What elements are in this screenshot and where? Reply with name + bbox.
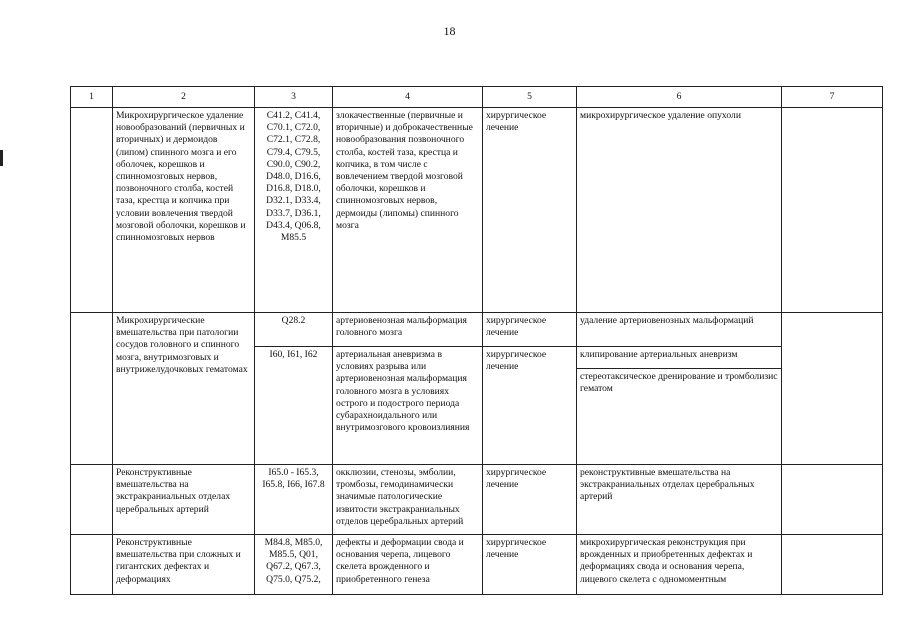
cell-icd-codes: I60, I61, I62 [255, 347, 333, 465]
cell-empty [782, 313, 883, 465]
header-cell: 4 [333, 87, 483, 108]
cell-empty [782, 535, 883, 595]
table-header-row [71, 87, 883, 108]
cell-treatment-method: микрохирургическое удаление опухоли [577, 108, 782, 313]
table-row [71, 108, 883, 313]
cell-number [71, 108, 113, 313]
cell-treatment-type: хирургическое лечение [483, 465, 577, 535]
cell-patient-model: дефекты и деформации свода и основания черепа, лицевого скелета врожденного и приобретенного генеза [333, 535, 483, 595]
cell-empty [782, 108, 883, 313]
page-number: 18 [443, 24, 456, 38]
cell-icd-codes: C41.2, C41.4, C70.1, C72.0, C72.1, C72.8, C79.4, C79.5, C90.0, C90.2, D48.0, D16.6, D16.8, D18.0, D32.1, D33.4, D33.7, D36.1, D43.4, Q06.8, M85.5 [255, 108, 333, 313]
cell-patient-model: артериовенозная мальформация головного мозга [333, 313, 483, 347]
cell-treatment-type: хирургическое лечение [483, 108, 577, 313]
header-cell: 3 [255, 87, 333, 108]
cell-number [71, 313, 113, 465]
cell-patient-model: артериальная аневризма в условиях разрыва или артериовенозная мальформация головного мозга в условиях острого и подострого периода субарахноидального или внутримозгового кровоизлияния [333, 347, 483, 465]
header-cell: 7 [782, 87, 883, 108]
cell-patient-model: окклюзии, стенозы, эмболии, тромбозы, гемодинамически значимые патологические извитости экстракраниальных отделов церебральных артерий [333, 465, 483, 535]
cell-intervention-name: Реконструктивные вмешательства на экстракраниальных отделах церебральных артерий [113, 465, 255, 535]
cell-icd-codes: I65.0 - I65.3, I65.8, I66, I67.8 [255, 465, 333, 535]
cell-treatment-type: хирургическое лечение [483, 313, 577, 347]
cell-treatment-method: микрохирургическая реконструкция при врожденных и приобретенных дефектах и деформациях свода и основания черепа, лицевого скелета с одномоментным [577, 535, 782, 595]
header-cell: 5 [483, 87, 577, 108]
header-cell: 1 [71, 87, 113, 108]
scan-edge-mark [0, 150, 3, 166]
cell-treatment-method: реконструктивные вмешательства на экстракраниальных отделах церебральных артерий [577, 465, 782, 535]
cell-intervention-name: Микрохирургические вмешательства при патологии сосудов головного и спинного мозга, внутримозговых и внутрижелудочковых гематомах [113, 313, 255, 465]
cell-treatment-method: удаление артериовенозных мальформаций [577, 313, 782, 347]
cell-number [71, 535, 113, 595]
cell-empty [782, 465, 883, 535]
cell-number [71, 465, 113, 535]
cell-icd-codes: Q28.2 [255, 313, 333, 347]
medical-care-table [70, 86, 883, 595]
cell-icd-codes: M84.8, M85.0, M85.5, Q01, Q67.2, Q67.3, Q75.0, Q75.2, [255, 535, 333, 595]
table-row [71, 535, 883, 595]
cell-treatment-method: стереотаксическое дренирование и тромболизис гематом [577, 369, 782, 465]
cell-treatment-type: хирургическое лечение [483, 535, 577, 595]
cell-treatment-method: клипирование артериальных аневризм [577, 347, 782, 369]
table-row [71, 465, 883, 535]
cell-treatment-type: хирургическое лечение [483, 347, 577, 465]
cell-intervention-name: Реконструктивные вмешательства при сложных и гигантских дефектах и деформациях [113, 535, 255, 595]
cell-intervention-name: Микрохирургическое удаление новообразований (первичных и вторичных) и дермоидов (липом) спинного мозга и его оболочек, корешков и спинномозговых нервов, позвоночного столба, костей таза, крестца и копчика при условии вовлечения твердой мозговой оболочки, корешков и спинномозговых нервов [113, 108, 255, 313]
header-cell: 2 [113, 87, 255, 108]
header-cell: 6 [577, 87, 782, 108]
cell-patient-model: злокачественные (первичные и вторичные) и доброкачественные новообразования позвоночного столба, костей таза, крестца и копчика, в том числе с вовлечением твердой мозговой оболочки, корешков и спинномозговых нервов, дермоиды (липомы) спинного мозга [333, 108, 483, 313]
table-row [71, 313, 883, 347]
